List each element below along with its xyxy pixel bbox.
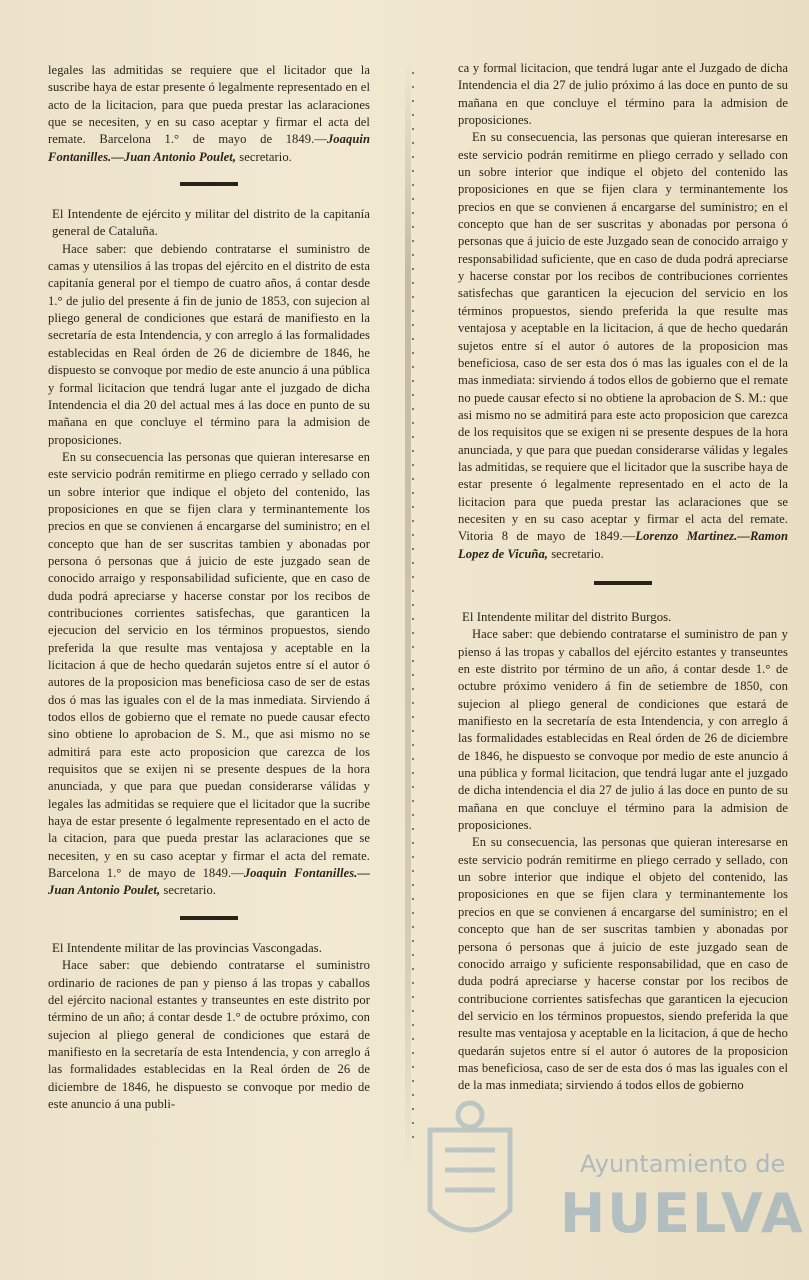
notice-heading: El Intendente militar del distrito Burgos.: [462, 609, 672, 624]
notice-paragraph: Hace saber: que debiendo contratarse el suministro de camas y utensilios á las tropas del ejército en el distrito de esta capitanía general por el tiempo de cuatro años, á contar desde 1.° de julio del presente á fin de junio de 1853, con sujecion al pliego general de condiciones que estará de manifiesto en la secretaría de esta Intendencia, y con arreglo á las formalidades establecidas en Real órden de 26 de diciembre de 1846, he dispuesto se convoque por medio de este anuncio á una pública y formal licitacion que tendrá lugar ante el juzgado de dicha Intendencia el dia 20 del actual mes á las doce en punto de su mañana en que concluye el término para la admision de proposiciones.: [48, 241, 371, 447]
left-column: [48, 62, 370, 1113]
notice-paragraph: [458, 129, 788, 563]
notice-heading: El Intendente militar de las provincias Vascongadas.: [52, 940, 322, 955]
signature: Joaquin Fontanilles.—Juan Antonio Poulet,: [48, 866, 370, 898]
signature: Joaquin Fontanilles.—Juan Antonio Poulet,: [48, 132, 370, 164]
signature-title: secretario.: [548, 546, 604, 561]
section-divider: [180, 916, 238, 920]
notice-paragraph: [48, 62, 370, 166]
paragraph-text: legales las admitidas se requiere que el licitador que la suscribe haya de estar presente ó legalmente representado en el acto de la licitacion, para que pueda prestar las aclaraciones que se necesiten, y en su caso aceptar y firmar el acta del remate. Barcelona 1.° de mayo de 1849.—: [48, 63, 370, 147]
notice-paragraph: Hace saber: que debiendo contratarse el suministro ordinario de raciones de pan y pienso á las tropas y caballos del ejército nacional estantes y transeuntes en este distrito por término de un año; á contar desde 1.° de octubre próximo, con sujecion al pliego general de condiciones que estará de manifiesto en la secretaría de esta Intendencia, y con arreglo á las formalidades establecidas en la Real órden de 26 de diciembre de 1846, he dispuesto se convoque por medio de este anuncio á una publi-: [48, 958, 370, 1111]
notice-paragraph: En su consecuencia, las personas que quieran interesarse en este servicio podrán remitirme en pliego cerrado y sellado, con un sobre interior que indique el objeto del contenido, las proposiciones en que se fijen clara y terminantemente los precios en que se convienen á encargarse del suministro; en el concepto que han de ser suscritas tambien y abonadas por persona ó personas que á juicio de este juzgado sean de conocido arraigo y suficiente responsabilidad, que en caso de duda podrá apreciarse y hacerse constar por los recibos de contribucione corrientes satisfechas que garanticen la ejecucion del servicio en los términos propuestos, siendo preferida la que resulte mas ventajosa y aceptable en la licitacion, á que de hecho quedarán sujetos entre sí el autor ó autores de la proposicion mas beneficiosa, caso de ser de esta dos ó mas las iguales con el de la mas inmediata; sirviendo á todos ellos de gobierno: [458, 835, 788, 1093]
paragraph-text: En su consecuencia las personas que quieran interesarse en este servicio podrán remitirme en pliego cerrado y sellado con un sobre interior que indique el objeto del contenido, las proposiciones en que se fijen clara y terminantemente los precios en que se convienen á encargarse del suministro; en el concepto que han de ser suscritas tambien y abonadas por persona ó personas que á juicio de este juzgado sean de conocido arraigo y responsabilidad suficiente, que en caso de duda podrá apreciarse y hacerse constar por los recibos de contribuciones corrientes satisfechas, que garanticen la ejecucion del servicio en los términos propuestos, siendo preferida la que resulte mas ventajosa y aceptable en la licitacion á que de hecho quedarán sujetos entre sí el autor ó autores de la proposicion mas beneficiosa caso de ser de estas dos ó mas las iguales con el de la mas inmediata. Sirviendo á todos ellos de gobierno que el remate no puede causar efecto sino obtiene lo aprobacion de S. M., que asi mismo no se admitirá para este acto proposicion que carezca de los requisitos que se exijen ni se presente despues de la hora anunciada, y que para que puedan considerarse válidas y legales las admitidas se requiere que el licitador que la sucribe haya de estar presente ó legalmente representado en el acto de la citacion, para que pueda prestar las aclaraciones que se necesiten, y en su caso aceptar y firmar el acta del remate. Barcelona 1.° de mayo de 1849.—: [48, 449, 370, 881]
watermark-line-1: Ayuntamiento de: [580, 1150, 786, 1178]
signature-title: secretario.: [160, 883, 217, 898]
notice-paragraph: [48, 449, 370, 900]
section-divider: [594, 581, 652, 585]
section-divider: [180, 182, 238, 186]
paragraph-text: En su consecuencia, las personas que quieran interesarse en este servicio podrán remitirme en pliego cerrado y sellado con un sobre interior que indique el objeto del contenido las proposiciones en que se fijen clara y terminantemente los precios en que se convienen á encargarse del suministro; en el concepto que han de ser suscritas y abonadas por persona ó personas que á juicio de este Juzgado sean de conocido arraigo y responsabilidad suficiente, que en caso de duda podrá apreciarse y hacerse constar por los recibos de contribuciones corrientes satisfechas que garanticen la ejecucion del servicio en los términos propuestos, siendo preferida la que resulte mas ventajosa y aceptable en la licitacion, á que de hecho quedarán sujetos entre sí el autor ó autores de la proposicion mas beneficiosa, caso de ser esta dos ó mas las iguales con el de la mas inmediata: sirviendo á todos ellos de gobierno que el remate no puede causar efecto si no obtiene la aprobacion de S. M.: que asi mismo no se admitirá para este acto proposicion que carezca de los requisitos que se exigen ni se presente despues de la hora anunciada, y que para que puedan considerarse válidas y legales las admitidas, se requiere que el licitador que la suscribe haya de estar presente ó legalmente representado en el acto de la licitacion para que pueda prestar las aclaraciones que se necesiten y en su caso aceptar y firmar el acta del remate. Vitoria 8 de mayo de 1849.—: [458, 130, 788, 544]
gutter-stitching: [412, 66, 414, 1146]
page-gutter: [405, 60, 411, 1170]
watermark-line-2: HUELVA: [560, 1182, 805, 1245]
notice-heading: El Intendente de ejército y militar del distrito de la capitanía general de Cataluña.: [52, 207, 370, 239]
signature-title: secretario.: [236, 149, 292, 164]
notice-paragraph: ca y formal licitacion, que tendrá lugar ante el Juzgado de dicha Intendencia el dia 27 de julio próximo á las doce en punto de su mañana en que concluye el término para la admision de proposiciones.: [458, 61, 788, 128]
notice-paragraph: Hace saber: que debiendo contratarse el suministro de pan y pienso á las tropas y caballos del ejército estantes y transeuntes en este distrito por término de un año, á contar desde 1.° de octubre próximo venidero á fin de setiembre de 1850, con sujecion al pliego general de condiciones que estará de manifiesto en la secretaría de esta Intendencia, y con arreglo á las formalidades establecidas en Real órden de 26 de diciembre de 1846, he dispuesto se convoque por medio de este anuncio á una pública y formal licitacion, que tendrá lugar ante el juzgado de dicha intendencia el dia 27 de julio á las doce en punto de su mañana en que concluye el término para la admision de proposiciones.: [458, 627, 788, 833]
right-column: [458, 60, 788, 1095]
signature: Lorenzo Martinez.—Ramon Lopez de Vicuña,: [458, 529, 788, 561]
